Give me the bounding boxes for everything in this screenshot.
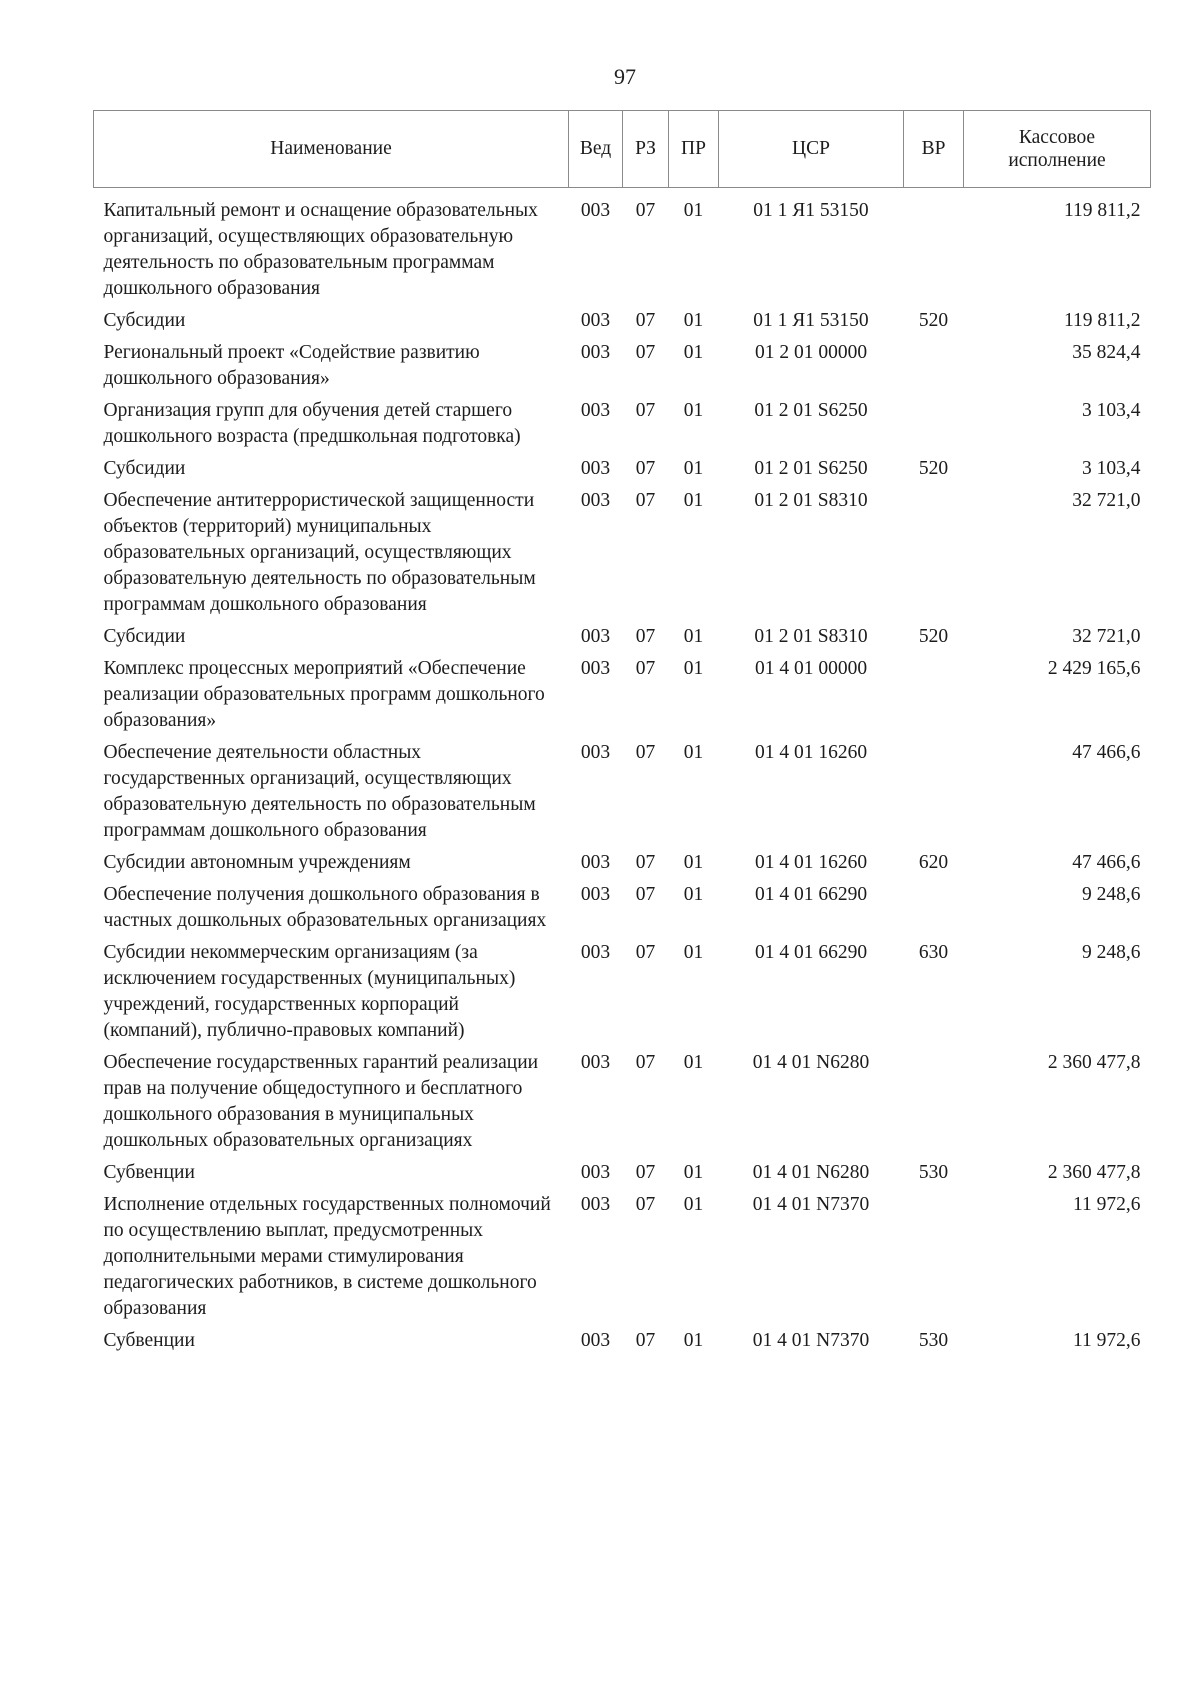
cell-ved: 003 [580,1330,611,1351]
cell-rz: 07 [635,884,656,905]
cell-name: Субвенции [103,1330,195,1351]
cell-pr: 01 [683,852,704,873]
cell-csr: 01 4 01 N7370 [752,1330,870,1351]
cell-csr: 01 4 01 16260 [754,852,868,873]
header-name: Наименование [94,111,569,188]
cell-ved: 003 [580,200,611,221]
cell-ved: 003 [580,626,611,647]
cell-sum: 11 972,6 [1072,1330,1141,1351]
cell-pr: 01 [683,884,704,905]
cell-name: Обеспечение антитеррористической защищенности объектов (территорий) муниципальных образовательных организаций, осуществляющих образовательную деятельность по образовательным программам дошкольного образования [103,490,536,615]
header-rz: РЗ [623,111,669,188]
cell-name: Субвенции [103,1162,195,1183]
cell-vr: 520 [918,310,949,331]
cell-vr [904,188,964,309]
cell-ved: 003 [580,458,611,479]
cell-sum: 3 103,4 [1082,400,1141,421]
table-row [94,456,1151,488]
cell-ved: 003 [580,1052,611,1073]
cell-rz: 07 [635,942,656,963]
cell-vr: 530 [918,1162,949,1183]
cell-name: Обеспечение получения дошкольного образования в частных дошкольных образовательных организациях [103,884,547,931]
cell-sum: 47 466,6 [1072,852,1141,873]
cell-csr: 01 2 01 S8310 [754,626,868,647]
cell-csr: 01 4 01 66290 [754,884,868,905]
cell-pr: 01 [683,1162,704,1183]
header-csr: ЦСР [719,111,904,188]
cell-sum: 2 360 477,8 [1047,1052,1141,1073]
cell-csr: 01 4 01 N6280 [752,1052,870,1073]
cell-csr: 01 2 01 S6250 [754,458,868,479]
cell-csr: 01 1 Я1 53150 [753,310,869,331]
cell-pr: 01 [683,342,704,363]
cell-sum: 47 466,6 [1072,742,1141,763]
table-row [94,882,1151,940]
cell-sum: 2 429 165,6 [1047,658,1141,679]
cell-sum: 11 972,6 [1072,1194,1141,1215]
cell-vr [904,740,964,850]
cell-csr: 01 4 01 66290 [754,942,868,963]
cell-ved: 003 [580,942,611,963]
cell-ved: 003 [580,852,611,873]
header-pr: ПР [669,111,719,188]
cell-rz: 07 [635,200,656,221]
table-row [94,850,1151,882]
table-row [94,1192,1151,1328]
cell-name: Региональный проект «Содействие развитию дошкольного образования» [103,342,480,389]
cell-sum: 119 811,2 [1063,310,1141,331]
cell-ved: 003 [580,490,611,511]
cell-vr: 520 [918,626,949,647]
cell-ved: 003 [580,742,611,763]
cell-csr: 01 1 Я1 53150 [753,200,869,221]
table-row [94,398,1151,456]
cell-pr: 01 [683,658,704,679]
cell-rz: 07 [635,310,656,331]
cell-csr: 01 2 01 00000 [754,342,868,363]
cell-ved: 003 [580,310,611,331]
cell-vr [904,398,964,456]
cell-pr: 01 [683,1330,704,1351]
cell-name: Капитальный ремонт и оснащение образовательных организаций, осуществляющих образовательную деятельность по образовательным программам дошкольного образования [103,200,538,299]
cell-rz: 07 [635,400,656,421]
table-row [94,1160,1151,1192]
cell-rz: 07 [635,1052,656,1073]
cell-ved: 003 [580,658,611,679]
cell-pr: 01 [683,400,704,421]
header-sum: Кассовое исполнение [964,111,1151,188]
header-ved: Вед [569,111,623,188]
table-row [94,308,1151,340]
cell-name: Субсидии автономным учреждениям [103,852,411,873]
cell-vr [904,1192,964,1328]
cell-vr [904,340,964,398]
cell-vr: 520 [918,458,949,479]
cell-rz: 07 [635,1330,656,1351]
cell-csr: 01 4 01 16260 [754,742,868,763]
cell-name: Исполнение отдельных государственных полномочий по осуществлению выплат, предусмотренных дополнительными мерами стимулирования педагогических работников, в системе дошкольного образования [103,1194,551,1319]
cell-pr: 01 [683,490,704,511]
cell-sum: 9 248,6 [1082,942,1141,963]
cell-name: Субсидии [103,626,186,647]
cell-pr: 01 [683,310,704,331]
table-row [94,940,1151,1050]
header-row [94,111,1151,188]
cell-sum: 32 721,0 [1072,626,1141,647]
cell-ved: 003 [580,400,611,421]
cell-pr: 01 [683,626,704,647]
table-row [94,656,1151,740]
page-number: 97 [614,64,636,89]
cell-rz: 07 [635,742,656,763]
cell-vr [904,882,964,940]
cell-pr: 01 [683,200,704,221]
cell-rz: 07 [635,852,656,873]
cell-csr: 01 4 01 00000 [754,658,868,679]
table-body [94,188,1151,1361]
cell-pr: 01 [683,1194,704,1215]
table-row [94,1050,1151,1160]
table-row [94,1328,1151,1360]
cell-rz: 07 [635,1194,656,1215]
cell-rz: 07 [635,490,656,511]
cell-sum: 2 360 477,8 [1047,1162,1141,1183]
cell-pr: 01 [683,1052,704,1073]
cell-name: Организация групп для обучения детей старшего дошкольного возраста (предшкольная подготовка) [103,400,521,447]
cell-sum: 35 824,4 [1072,342,1141,363]
cell-name: Субсидии [103,458,186,479]
cell-csr: 01 2 01 S6250 [754,400,868,421]
cell-ved: 003 [580,342,611,363]
table-row [94,488,1151,624]
cell-csr: 01 4 01 N6280 [752,1162,870,1183]
table-row [94,188,1151,309]
cell-ved: 003 [580,884,611,905]
table-row [94,740,1151,850]
cell-rz: 07 [635,626,656,647]
cell-vr [904,656,964,740]
cell-sum: 32 721,0 [1072,490,1141,511]
cell-ved: 003 [580,1194,611,1215]
cell-csr: 01 4 01 N7370 [752,1194,870,1215]
cell-vr [904,1050,964,1160]
cell-rz: 07 [635,458,656,479]
cell-vr: 530 [918,1330,949,1351]
budget-table [93,110,1151,1360]
cell-name: Обеспечение государственных гарантий реализации прав на получение общедоступного и бесплатного дошкольного образования в муниципальных дошкольных образовательных организациях [103,1052,539,1151]
cell-name: Комплекс процессных мероприятий «Обеспечение реализации образовательных программ дошкольного образования» [103,658,545,731]
cell-rz: 07 [635,342,656,363]
cell-csr: 01 2 01 S8310 [754,490,868,511]
cell-name: Обеспечение деятельности областных государственных организаций, осуществляющих образовательную деятельность по образовательным программам дошкольного образования [103,742,536,841]
header-vr: ВР [904,111,964,188]
cell-sum: 3 103,4 [1082,458,1141,479]
table-row [94,624,1151,656]
cell-name: Субсидии [103,310,186,331]
cell-vr [904,488,964,624]
cell-vr: 620 [918,852,949,873]
cell-sum: 119 811,2 [1063,200,1141,221]
cell-name: Субсидии некоммерческим организациям (за исключением государственных (муниципальных) учреждений, государственных корпораций (компаний), публично-правовых компаний) [103,942,516,1041]
cell-pr: 01 [683,942,704,963]
cell-vr: 630 [918,942,949,963]
cell-ved: 003 [580,1162,611,1183]
table-header [94,111,1151,188]
cell-rz: 07 [635,1162,656,1183]
cell-pr: 01 [683,458,704,479]
table-row [94,340,1151,398]
cell-sum: 9 248,6 [1082,884,1141,905]
cell-pr: 01 [683,742,704,763]
cell-rz: 07 [635,658,656,679]
